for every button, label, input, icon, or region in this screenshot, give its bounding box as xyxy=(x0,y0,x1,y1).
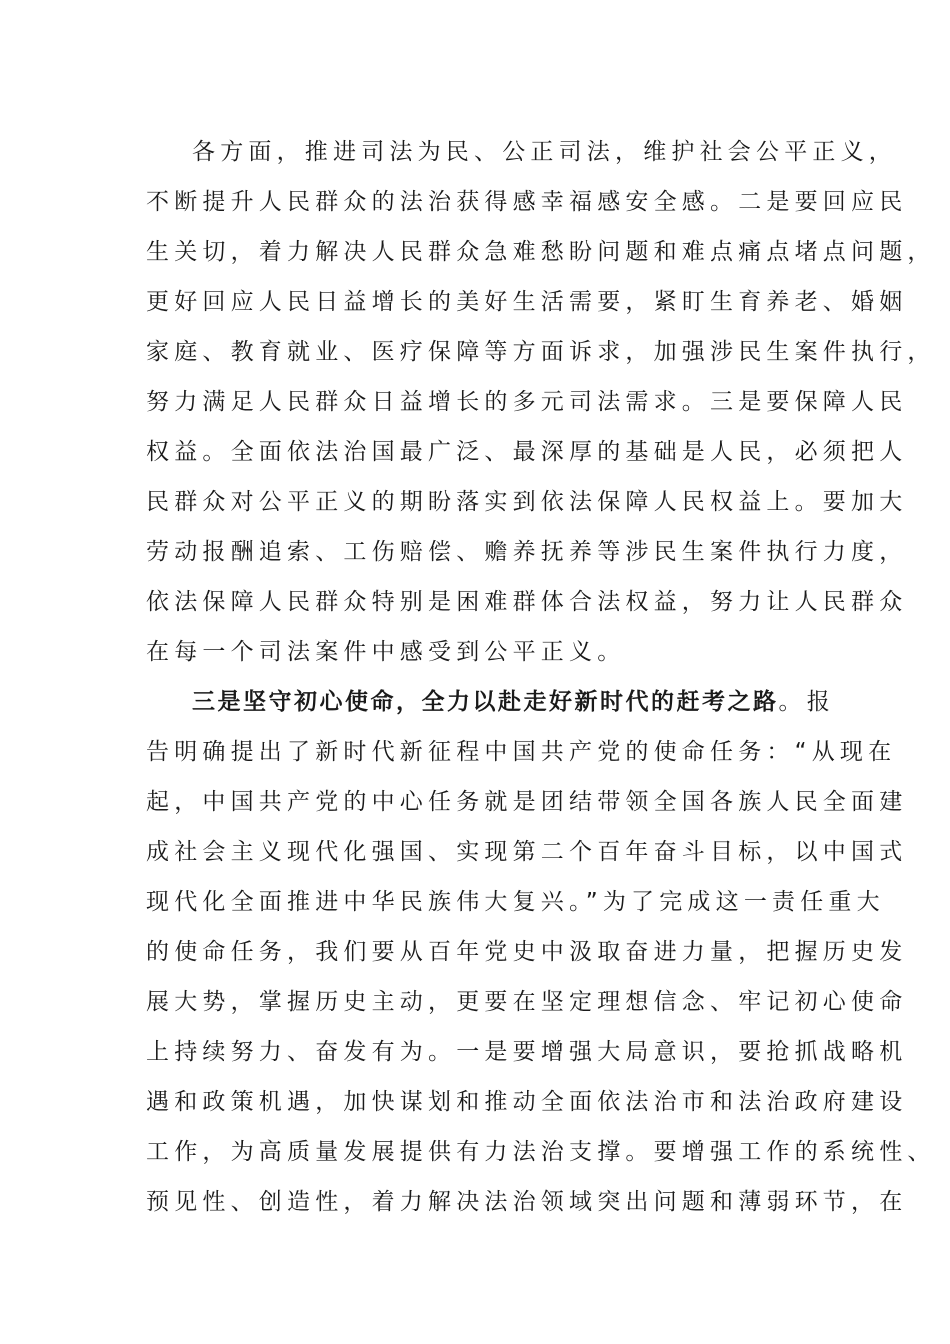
text-line: 生关切，着力解决人民群众急难愁盼问题和难点痛点堵点问题， xyxy=(146,239,936,265)
text-line: 预见性、创造性，着力解决法治领域突出问题和薄弱环节，在 xyxy=(146,1189,908,1215)
text-line: 民群众对公平正义的期盼落实到依法保障人民权益上。要加大 xyxy=(146,489,908,515)
text-line: 遇和政策机遇，加快谋划和推动全面依法治市和法治政府建设 xyxy=(146,1089,908,1115)
text-line: 的使命任务，我们要从百年党史中汲取奋进力量，把握历史发 xyxy=(146,939,908,965)
section-heading: 三是坚守初心使命，全力以赴走好新时代的赶考之路 xyxy=(192,689,779,715)
text-line: 成社会主义现代化强国、实现第二个百年奋斗目标，以中国式 xyxy=(146,839,908,865)
text-line: 权益。全面依法治国最广泛、最深厚的基础是人民，必须把人 xyxy=(146,439,908,465)
text-line: 家庭、教育就业、医疗保障等方面诉求，加强涉民生案件执行， xyxy=(146,339,936,365)
text-line: 更好回应人民日益增长的美好生活需要，紧盯生育养老、婚姻 xyxy=(146,289,908,315)
text-line: 上持续努力、奋发有为。一是要增强大局意识，要抢抓战略机 xyxy=(146,1039,908,1065)
text-line: 在每一个司法案件中感受到公平正义。 xyxy=(146,639,626,665)
text-line: 展大势，掌握历史主动，更要在坚定理想信念、牢记初心使命 xyxy=(146,989,908,1015)
text-line: 告明确提出了新时代新征程中国共产党的使命任务：“从现在 xyxy=(146,739,897,765)
heading-tail-text: 。报 xyxy=(778,689,835,715)
text-line: 起，中国共产党的中心任务就是团结带领全国各族人民全面建 xyxy=(146,789,908,815)
text-line: 现代化全面推进中华民族伟大复兴。”为了完成这一责任重大 xyxy=(146,889,885,915)
text-line: 依法保障人民群众特别是困难群体合法权益，努力让人民群众 xyxy=(146,589,908,615)
text-line: 努力满足人民群众日益增长的多元司法需求。三是要保障人民 xyxy=(146,389,908,415)
text-line: 各方面，推进司法为民、公正司法，维护社会公平正义， xyxy=(192,139,897,165)
text-line: 劳动报酬追索、工伤赔偿、赡养抚养等涉民生案件执行力度， xyxy=(146,539,908,565)
text-line: 工作，为高质量发展提供有力法治支撑。要增强工作的系统性、 xyxy=(146,1139,936,1165)
text-line: 不断提升人民群众的法治获得感幸福感安全感。二是要回应民 xyxy=(146,189,908,215)
paragraph-heading-line xyxy=(192,687,835,717)
